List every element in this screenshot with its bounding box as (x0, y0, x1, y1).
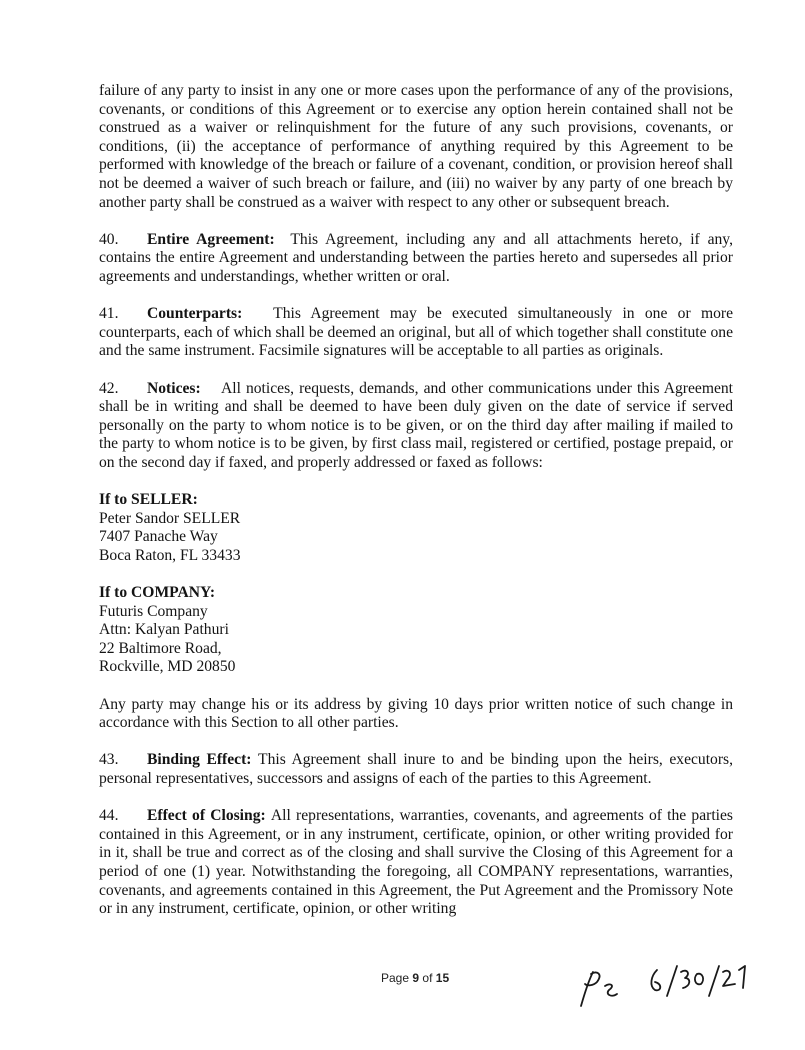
section-number: 43. (99, 751, 119, 769)
page-total: 15 (435, 971, 450, 985)
page-number: 9 (412, 971, 420, 985)
section-43 (99, 751, 733, 788)
section-text: All representations, warranties, covenants, and agreements of the parties contained in this Agreement, or in any instrument, certificate, opinion, or other writing provided for in it, shall be true and correct as of the closing and shall survive the Closing of this Agreement for a period of one (1) year. Notwithstanding the foregoing, all COMPANY representations, warranties, covenants, and agreements contained in this Agreement, the Put Agreement and the Promissory Note or in any instrument, certificate, opinion, or other writing (99, 807, 734, 918)
section-40 (99, 231, 733, 287)
continuation-paragraph: failure of any party to insist in any one or more cases upon the performance of any of the provisions, covenants, or conditions of this Agreement or to exercise any option herein contained shall not be construed as a waiver or relinquishment for the future of any such provisions, covenants, or conditions, (ii) the acceptance of performance of anything required by this Agreement to be performed with knowledge of the breach or failure of a covenant, condition, or provision hereof shall not be deemed a waiver of such breach or failure, and (iii) no waiver by any party of one breach by another party shall be construed as a waiver with respect to any other or subsequent breach. (99, 82, 733, 211)
section-text: All notices, requests, demands, and other communications under this Agreement shall be in writing and shall be deemed to have been duly given on the date of service if served personally on the party to whom notice is to be given, or on the third day after mailing if mailed to the party to whom notice is to be given, by first class mail, registered or certified, postage prepaid, or on the second day if faxed, and properly addressed or faxed as follows: (99, 379, 733, 471)
company-address-line: 22 Baltimore Road, (99, 639, 222, 657)
company-address-line: Rockville, MD 20850 (99, 658, 236, 676)
section-42 (99, 380, 733, 473)
section-number: 40. (99, 230, 119, 248)
page-prefix: Page (381, 971, 410, 985)
seller-address-title: If to SELLER: (99, 491, 198, 509)
section-heading: Binding Effect: (147, 751, 252, 769)
section-heading: Effect of Closing: (147, 807, 266, 825)
page-footer (381, 971, 449, 985)
seller-address-line: Boca Raton, FL 33433 (99, 546, 241, 564)
seller-address-block (99, 491, 733, 565)
address-change-paragraph: Any party may change his or its address by giving 10 days prior written notice of such change in accordance with this Section to all other parties. (99, 695, 733, 732)
section-number: 41. (99, 305, 119, 323)
company-address-title: If to COMPANY: (99, 584, 216, 602)
section-heading: Notices: (147, 379, 201, 397)
section-heading: Entire Agreement: (147, 230, 275, 248)
document-page (99, 82, 733, 937)
company-address-line: Attn: Kalyan Pathuri (99, 621, 229, 639)
handwritten-initials-and-date (575, 960, 755, 1010)
section-text: This Agreement may be executed simultaneously in one or more counterparts, each of which shall be deemed an original, but all of which together shall constitute one and the same instrument. Facsimile signatures will be acceptable to all parties as originals. (99, 305, 733, 360)
page-of: of (422, 971, 433, 985)
section-number: 42. (99, 379, 119, 397)
section-number: 44. (99, 807, 119, 825)
seller-address-line: Peter Sandor SELLER (99, 509, 241, 527)
section-41 (99, 305, 733, 361)
section-44 (99, 807, 733, 919)
section-heading: Counterparts: (147, 305, 243, 323)
company-address-block (99, 584, 733, 677)
seller-address-line: 7407 Panache Way (99, 528, 218, 546)
section-text: This Agreement, including any and all attachments hereto, if any, contains the entire Agreement and understanding between the parties hereto and supersedes all prior agreements and understandings, whether written or oral. (99, 230, 733, 285)
section-text: This Agreement shall inure to and be binding upon the heirs, executors, personal representatives, successors and assigns of each of the parties to this Agreement. (99, 751, 734, 787)
company-address-line: Futuris Company (99, 602, 208, 620)
